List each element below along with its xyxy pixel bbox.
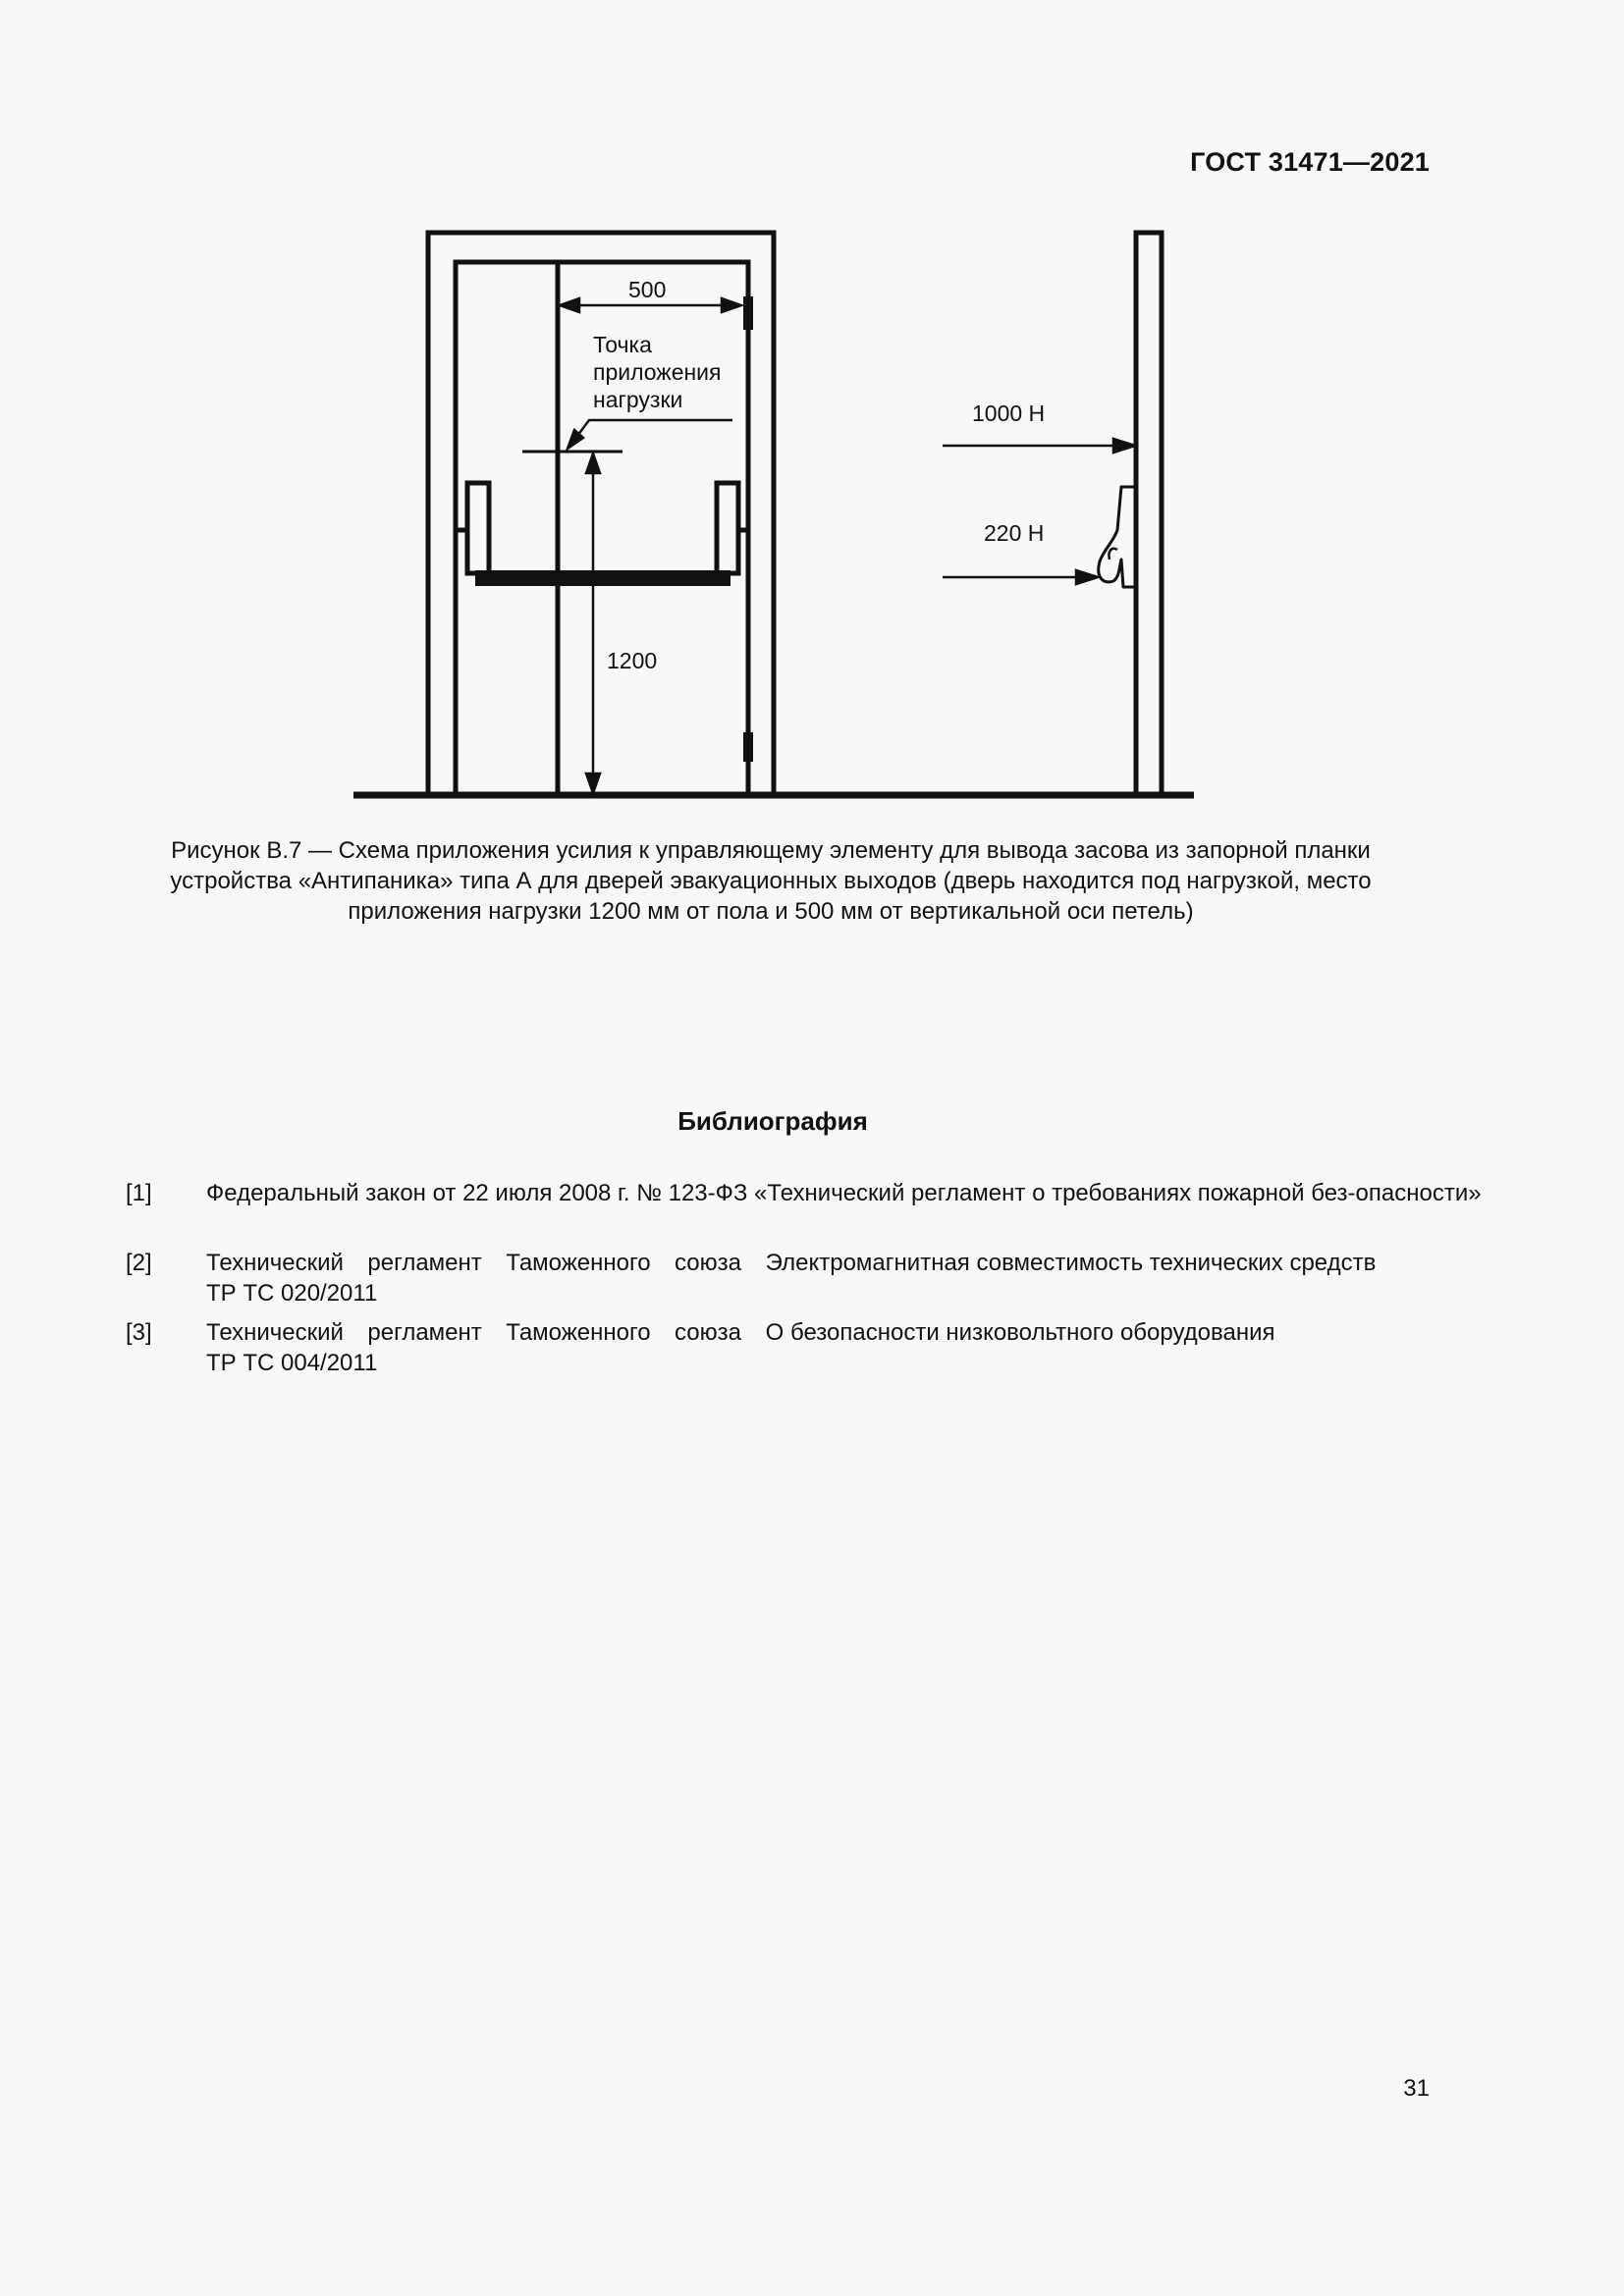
label-width-500: 500 — [628, 277, 667, 302]
door-load-diagram — [0, 0, 1624, 815]
label-point-line-3: нагрузки — [593, 387, 683, 412]
label-height-1200: 1200 — [607, 648, 658, 673]
document-header: ГОСТ 31471—2021 — [1190, 147, 1430, 177]
panic-bar — [475, 570, 731, 586]
bibliography-item-code: ТР ТС 020/2011 — [206, 1280, 378, 1307]
figure-caption: Рисунок В.7 — Схема приложения усилия к управляющему элементу для вывода засова из запорной планки устройства «Антипаника» типа А для дверей эвакуационных выходов (дверь находится под нагрузкой, место приложения нагрузки 1200 мм от пола и 500 мм от вертикальной оси петель) — [170, 837, 1372, 925]
bibliography-item-number: [1] — [126, 1180, 152, 1206]
bibliography-item-name: Технический регламент Таможенного союза — [206, 1250, 741, 1276]
hand-icon — [1099, 487, 1136, 587]
bibliography-item-description: Электромагнитная совместимость технических средств — [765, 1250, 1377, 1276]
label-force-220: 220 Н — [984, 520, 1045, 546]
label-point-line-1: Точка — [593, 332, 652, 357]
panic-bar-bracket-left — [467, 483, 489, 573]
label-point-line-2: приложения — [593, 359, 722, 385]
bibliography-item-description: О безопасности низковольтного оборудования — [765, 1319, 1275, 1346]
bibliography-item-text: Федеральный закон от 22 июля 2008 г. № 123-ФЗ «Технический регламент о требованиях пожарной без-опасности» — [206, 1180, 1482, 1206]
hinge-bottom — [743, 732, 753, 762]
bibliography-item-number: [3] — [126, 1319, 152, 1346]
bibliography-item-name: Технический регламент Таможенного союза — [206, 1319, 741, 1346]
page-number: 31 — [1403, 2075, 1430, 2102]
door-frame-outer — [428, 233, 774, 795]
panic-bar-bracket-right — [717, 483, 738, 573]
door-section-side-view — [1136, 233, 1162, 795]
bibliography-item-code: ТР ТС 004/2011 — [206, 1350, 378, 1376]
bibliography-item-number: [2] — [126, 1250, 152, 1276]
bibliography-title: Библиография — [677, 1106, 868, 1136]
hinge-top — [743, 296, 753, 330]
label-force-1000: 1000 Н — [972, 400, 1046, 426]
